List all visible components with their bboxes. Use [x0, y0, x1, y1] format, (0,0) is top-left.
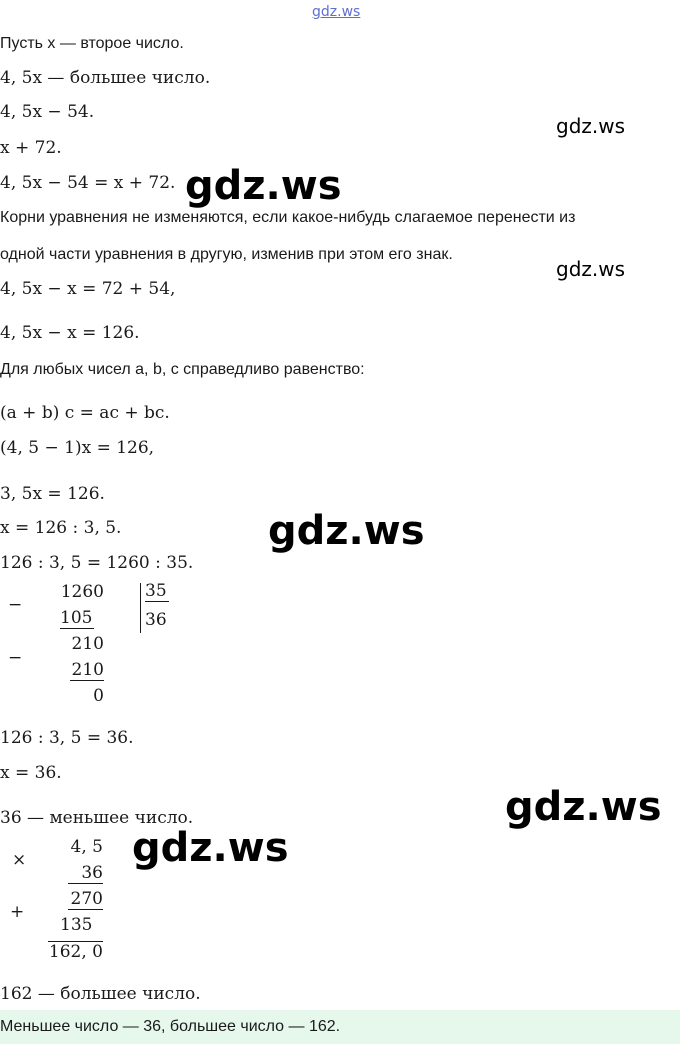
watermark-4: gdz.ws — [268, 508, 425, 554]
dividend: 1260 — [60, 582, 104, 602]
solution-line: 4, 5x − 54 = x + 72. — [0, 173, 176, 193]
solution-line: x + 72. — [0, 138, 62, 158]
solution-line: 162 — большее число. — [0, 984, 201, 1004]
solution-line: Для любых чисел a, b, c справедливо равенство: — [0, 361, 365, 378]
quotient: 36 — [145, 610, 167, 630]
solution-line: одной части уравнения в другую, изменив при этом его знак. — [0, 246, 453, 263]
watermark-top: gdz.ws — [312, 4, 361, 20]
remainder-1: 210 — [71, 634, 104, 654]
solution-line: 4, 5x − x = 72 + 54, — [0, 279, 176, 299]
solution-line: x = 126 : 3, 5. — [0, 518, 122, 538]
solution-line: 36 — меньшее число. — [0, 808, 194, 828]
watermark-3: gdz.ws — [556, 257, 626, 281]
watermark-6: gdz.ws — [132, 825, 289, 871]
answer-text: Меньшее число — 36, большее число — 162. — [0, 1018, 341, 1035]
solution-line: Пусть x — второе число. — [0, 35, 184, 52]
plus-sign: + — [10, 902, 25, 922]
answer-box — [0, 1010, 680, 1044]
division-bracket — [140, 583, 141, 633]
solution-line: 4, 5x — большее число. — [0, 68, 211, 88]
solution-line: Корни уравнения не изменяются, если какое-нибудь слагаемое перенести из — [0, 209, 576, 226]
watermark-2: gdz.ws — [185, 163, 342, 209]
solution-line: x = 36. — [0, 763, 62, 783]
solution-line: 3, 5x = 126. — [0, 484, 105, 504]
product-result: 162, 0 — [48, 942, 103, 962]
watermark-1: gdz.ws — [556, 114, 626, 138]
divisor: 35 — [145, 581, 167, 601]
solution-line: 4, 5x − 54. — [0, 102, 95, 122]
watermark-5: gdz.ws — [505, 784, 662, 830]
solution-line: 126 : 3, 5 = 1260 : 35. — [0, 553, 194, 573]
partial-product-1: 270 — [68, 889, 103, 910]
minus-sign: − — [8, 595, 23, 615]
solution-line: 4, 5x − x = 126. — [0, 323, 140, 343]
solution-line: (a + b) c = ac + bc. — [0, 403, 170, 423]
solution-line: (4, 5 − 1)x = 126, — [0, 438, 155, 458]
minus-sign: − — [8, 648, 23, 668]
partial-product-2: 135 — [60, 915, 93, 935]
factor-b: 36 — [68, 863, 103, 884]
solution-line: 126 : 3, 5 = 36. — [0, 728, 134, 748]
times-sign: × — [12, 850, 27, 870]
factor-a: 4, 5 — [70, 837, 103, 857]
subtrahend-2: 210 — [71, 660, 104, 680]
remainder-2: 0 — [93, 686, 104, 706]
subtrahend-1: 105 — [60, 608, 93, 628]
